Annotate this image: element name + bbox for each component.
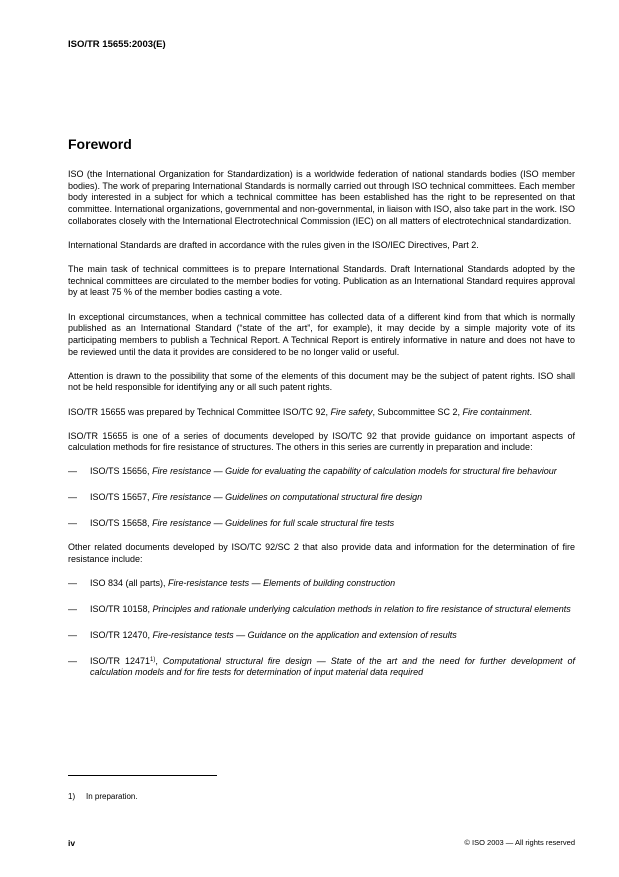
paragraph-patent-rights: Attention is drawn to the possibility that some of the elements of this document may be the subject of patent rights. ISO shall not be held responsible for identifying any or all such patent rights. (68, 370, 575, 393)
document-title: Fire resistance — Guidelines on computational structural fire design (152, 492, 423, 503)
document-title: Fire resistance — Guidelines for full scale structural fire tests (152, 518, 395, 529)
document-title: Fire-resistance tests — Guidance on the application and extension of results (152, 629, 457, 640)
separator: , (147, 466, 153, 477)
paragraph-iso-intro: ISO (the International Organization for Standardization) is a worldwide federation of national standards bodies (ISO member bodies). The work of preparing International Standards is normally carried out through ISO technical committees. Each member body interested in a subject for which a technical committee has been established has the right to be represented on that committee. International organizations, governmental and non-governmental, in liaison with ISO, also take part in the work. ISO collaborates closely with the International Electrotechnical Commission (IEC) on all matters of electrotechnical standardization. (68, 169, 575, 226)
footnote-mark: 1) (68, 792, 76, 801)
footnote-reference: 1) (150, 656, 156, 663)
separator: , (147, 629, 153, 640)
paragraph-related-documents: Other related documents developed by ISO/TC 92/SC 2 that also provide data and information for the determination of fire resistance include: (68, 542, 575, 564)
list-dash: — (68, 466, 77, 477)
list-item (68, 518, 575, 530)
page-number: iv (68, 838, 76, 848)
list-dash: — (68, 518, 77, 529)
paragraph-technical-report: In exceptional circumstances, when a technical committee has collected data of a different kind from that which is normally published as an International Standard (“state of the art”, for example), it may decide by a simple majority vote of its participating members to publish a Technical Report. A Technical Report is entirely informative in nature and does not have to be reviewed until the data it provides are considered to be no longer valid or useful. (68, 311, 575, 357)
document-reference: ISO/TR 10158 (90, 603, 148, 614)
document-reference: ISO/TS 15658 (90, 518, 148, 529)
document-reference: ISO/TR 12470 (90, 629, 148, 640)
list-item (68, 578, 575, 590)
separator: , (147, 492, 153, 503)
list-item-text (90, 630, 575, 642)
document-reference: ISO 834 (all parts) (90, 578, 164, 589)
footnote (68, 792, 138, 802)
subcommittee-text: , Subcommittee SC 2, (372, 406, 463, 417)
separator: , (155, 655, 163, 666)
list-item-text (90, 578, 575, 590)
list-item-text (90, 604, 575, 616)
list-dash: — (68, 578, 77, 589)
page-title: Foreword (68, 136, 132, 152)
list-item (68, 466, 575, 478)
document-reference: ISO/TS 15657 (90, 492, 148, 503)
list-item (68, 604, 575, 616)
list-dash: — (68, 492, 77, 503)
document-reference: ISO/TS 15656 (90, 466, 148, 477)
separator: , (163, 578, 169, 589)
separator: , (147, 518, 153, 529)
foreword-section (68, 136, 575, 692)
related-documents-list (68, 578, 575, 679)
list-dash: — (68, 603, 77, 614)
list-dash: — (68, 629, 77, 640)
document-title: Fire resistance — Guide for evaluating the capability of calculation models for structural fire behaviour (152, 466, 557, 477)
separator: , (147, 603, 153, 614)
list-item-text (90, 466, 575, 478)
paragraph-prepared-by (68, 407, 575, 419)
paragraph-main-task: The main task of technical committees is to prepare International Standards. Draft International Standards adopted by the technical committees are circulated to the member bodies for voting. Publication as an International Standard requires approval by at least 75 % of the member bodies casting a vote. (68, 264, 575, 298)
list-item (68, 492, 575, 504)
document-title: Computational structural fire design — State of the art and the need for further development of calculation models and for fire tests for determination of input material data required (90, 655, 575, 678)
list-dash: — (68, 655, 77, 666)
list-item-text (90, 492, 575, 504)
committee-name: Fire safety (330, 406, 373, 417)
list-item (68, 630, 575, 642)
document-title: Fire-resistance tests — Elements of building construction (168, 578, 396, 589)
subcommittee-name: Fire containment (462, 406, 530, 417)
paragraph-series: ISO/TR 15655 is one of a series of documents developed by ISO/TC 92 that provide guidance on important aspects of calculation methods for fire resistance of structures. The others in this series are currently in preparation and include: (68, 430, 575, 453)
document-title: Principles and rationale underlying calculation methods in relation to fire resistance of structural elements (152, 603, 571, 614)
copyright-notice: © ISO 2003 — All rights reserved (464, 838, 575, 847)
footnote-divider (68, 775, 217, 776)
list-item-text (90, 656, 575, 679)
period: . (529, 406, 533, 417)
document-id-header: ISO/TR 15655:2003(E) (68, 39, 166, 50)
list-item-text (90, 518, 575, 530)
footnote-text: In preparation. (86, 792, 138, 801)
series-documents-list (68, 466, 575, 529)
paragraph-directives: International Standards are drafted in accordance with the rules given in the ISO/IEC Directives, Part 2. (68, 239, 479, 250)
list-item (68, 656, 575, 679)
document-reference: ISO/TR 12471 (90, 655, 150, 666)
prepared-by-text: ISO/TR 15655 was prepared by Technical Committee ISO/TC 92, (68, 406, 331, 417)
